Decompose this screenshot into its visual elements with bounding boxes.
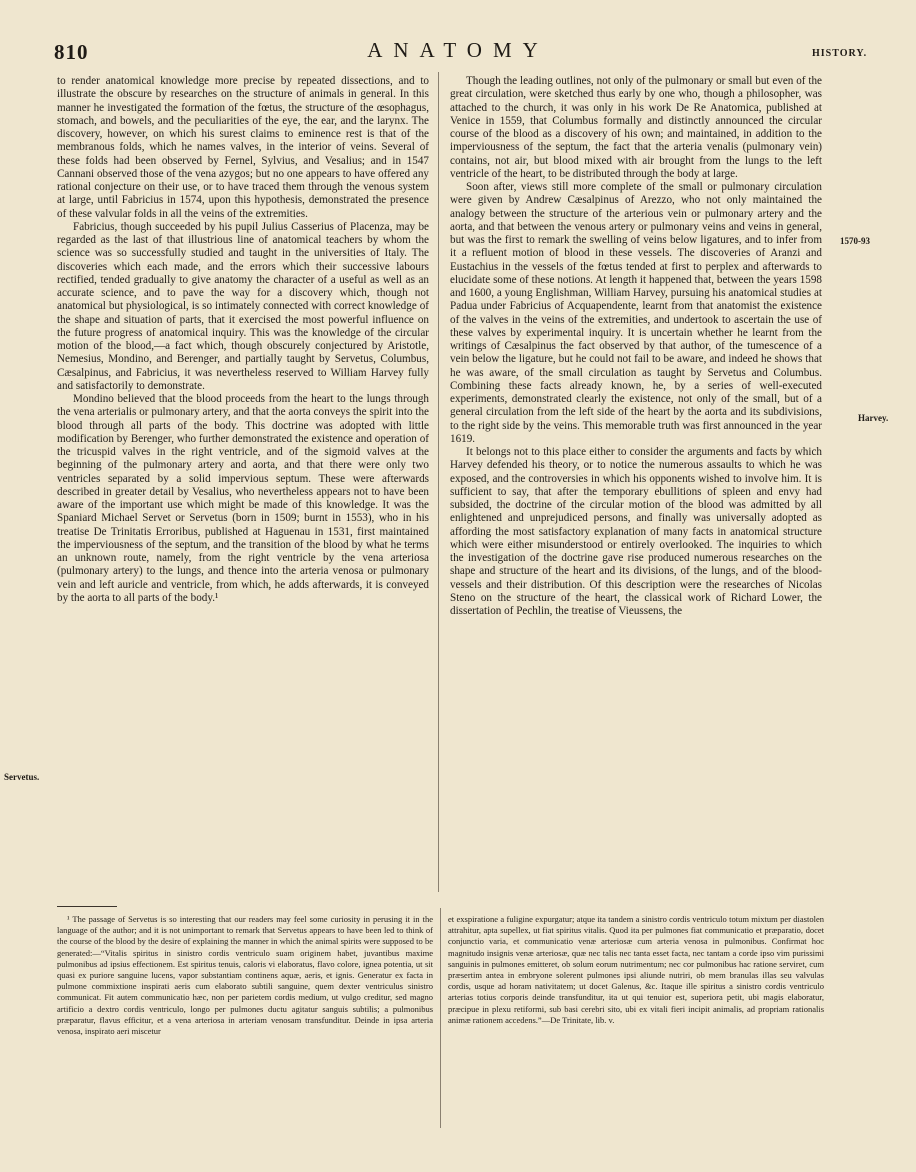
- left-column: [57, 75, 429, 605]
- margin-note-servetus: Servetus.: [4, 772, 40, 782]
- footnote-left: [57, 914, 433, 1037]
- paragraph: to render anatomical knowledge more precise by repeated dissections, and to illustrate the obscure by researches on the structure of animals in general. In this manner he investigated the formation of the fœtus, the structure of the œsophagus, stomach, and bowels, and the peculiarities of the eye, the ear, and the larynx. The discovery, however, on which his surest claims to eminence rest is that of the membranous folds, which he names valves, in the interior of veins. Several of these folds had been observed by Fernel, Sylvius, and Vesalius; and in 1547 Cannani observed those of the vena azygos; but no one appears to have offered any rational conjecture on their use, or to have traced them through the venous system at large, until Fabricius in 1574, upon this hypothesis, demonstrated the presence of these valvular folds in all the veins of the extremities.: [57, 75, 429, 220]
- page-number: 810: [54, 40, 89, 64]
- paragraph: Though the leading outlines, not only of the pulmonary or small but even of the great circulation, were sketched thus early by one who, though a philosopher, was attached to the church, it was only in his work De Re Anatomica, published at Venice in 1559, that Columbus formally and distinctly announced the circular course of the blood as a discovery of his own; and maintained, in addition to the imperviousness of the septum, the fact that the arteria venalis (pulmonary vein) contains, not air, but blood mixed with air brought from the lungs to the left ventricle of the heart, to be distributed through the body at large.: [450, 75, 822, 180]
- paragraph: Soon after, views still more complete of the small or pulmonary circulation were given by Andrew Cæsalpinus of Arezzo, who not only maintained the analogy between the structure of the arterious vein or pulmonary artery and the aorta, and that between the venous artery or pulmonary veins and veins in general, but was the first to remark the swelling of veins below ligatures, and to infer from it a refluent motion of blood in these vessels. The discoveries of Aranzi and Eustachius in the vessels of the fœtus tended at first to perplex and afterwards to elucidate some of these notions. At length it happened that, between the years 1598 and 1600, a young Englishman, William Harvey, pursuing his anatomical studies at Padua under Fabricius of Acquapendente, learnt from that anatomist the existence of the valves in the veins of the extremities, and undertook to ascertain the use of these valves by experimental inquiry. It is uncertain whether he learnt from the writings of Cæsalpinus the fact observed by that author, of the tumescence of a vein below the ligature, but he could not fail to be aware, and indeed he shows that he was aware, of the small circulation as taught by Servetus and Columbus. Combining these facts already known, he, by a series of well-executed experiments, demonstrated clearly the existence, not only of the small, but of a general circulation from the left side of the heart by the aorta and its subdivisions, to the right side by the veins. This memorable truth was first announced in the year 1619.: [450, 181, 822, 445]
- column-divider: [438, 72, 439, 892]
- footnote-text: et exspiratione a fuligine expurgatur; atque ita tandem a sinistro cordis ventriculo totum mixtum per diastolen attrahitur, apta supellex, ut fiat spiritus vitalis. Quod ita per pulmones fiat communicatio et præparatio, docet conjunctio varia, et communicatio venæ arteriosæ cum arteria venosa in pulmonibus. Confirmat hoc magnitudo insignis venæ arteriosæ, quæ nec talis nec tanta esset facta, nec tantam a corde ipso vim purissimi sanguinis in pulmones emitteret, ob solum eorum nutrimentum; nec cor pulmonibus hac ratione serviret, cum præsertim antea in embryone solerent pulmones ipsi aliunde nutriri, ob mem branulas illas seu valvulas cordis, usque ad horam nativitatem; ut docet Galenus, &c. Itaque ille spiritus a sinistro cordis ventriculo arterias totius corporis deinde transfunditur, ita ut qui tenuior est, superiora petit, ubi magis elaboratur, præcipue in plexu retiformi, sub basi cerebri sito, ubi ex vitali fieri incipit animalis, ad propriam rationalis animæ rationem accedens.”—De Trinitate, lib. v.: [448, 914, 824, 1025]
- footnote-right: [448, 914, 824, 1026]
- paragraph: Fabricius, though succeeded by his pupil Julius Casserius of Placenza, may be regarded as the last of that illustrious line of anatomical teachers by whom the science was so successfully studied and taught in the universities of Italy. The discoveries which each made, and the errors which their successive labours rectified, tended gradually to give anatomy the character of a useful as well as an accurate science, and to pave the way for a discovery which, though not anatomical but physiological, is so intimately connected with correct knowledge of the shape and situation of parts, that it exercised the most powerful influence on the future progress of anatomical inquiry. This was the knowledge of the circular motion of the blood,—a fact which, though obscurely conjectured by Aristotle, Nemesius, Mondino, and Berenger, and partially taught by Servetus, Columbus, Cæsalpinus, and Fabricius, it was nevertheless reserved to William Harvey fully and satisfactorily to demonstrate.: [57, 220, 429, 392]
- running-title: ANATOMY: [367, 38, 549, 62]
- paragraph: It belongs not to this place either to consider the arguments and facts by which Harvey defended his theory, or to notice the numerous assaults to which he was exposed, and the controversies in which his opponents wished to involve him. It is sufficient to say, that after the temporary ebullitions of spleen and envy had subsided, the doctrine of the circular motion of the blood was admitted by all enlightened and unprejudiced persons, and finally was universally adopted as affording the most satisfactory explanation of many facts in anatomical structure which were either misunderstood or entirely overlooked. The inquiries to which the investigation of the doctrine gave rise produced numerous researches on the shape and structure of the heart and its divisions, of the lungs, and of the blood-vessels and their distribution. Of this description were the researches of Nicolas Steno on the structure of the heart, the classical work of Richard Lower, the dissertation of Pechlin, the treatise of Vieussens, the: [450, 446, 822, 617]
- section-label: HISTORY.: [812, 48, 868, 59]
- footnote-rule: [57, 906, 117, 907]
- margin-note-dates: 1570-93: [840, 236, 870, 246]
- footnote-column-divider: [440, 908, 441, 1128]
- right-column: [450, 75, 822, 618]
- paragraph: Mondino believed that the blood proceeds from the heart to the lungs through the vena arterialis or pulmonary artery, and that the aorta conveys the spirit into the blood through all parts of the body. This doctrine was adopted with little modification by Berenger, who further demonstrated the existence and operation of the tricuspid valves in the right ventricle, and of the sigmoid valves at the beginning of the pulmonary artery and aorta, and that there were only two ventricles separated by a solid impervious septum. These were afterwards described in greater detail by Vesalius, who nevertheless appears not to have been aware of the important use which might be made of this knowledge. It was the Spaniard Michael Servet or Servetus (born in 1509; burnt in 1553), who in his treatise De Trinitatis Erroribus, published at Haguenau in 1531, first maintained the imperviousness of the septum, and the transition of the blood by what he terms an unknown route, namely, from the right ventricle by the vena arteriosa (pulmonary artery) to the lungs, and thence into the arteria venosa or pulmonary vein and left auricle and ventricle, from which, he adds afterwards, it is conveyed by the aorta to all parts of the body.¹: [57, 393, 429, 604]
- footnote-text: ¹ The passage of Servetus is so interesting that our readers may feel some curiosity in perusing it in the language of the author; and it is not unimportant to remark that Servetus appears to have been led to think of the course of the blood by the desire of explaining the manner in which the animal spirits were supposed to be generated:—“Vitalis spiritus in sinistro cordis ventriculo suam originem habet, juvantibus maxime pulmonibus ad ipsius effectionem. Est spiritus tenuis, caloris vi elaboratus, flavo colore, ignea potentia, ut sit quasi ex puriore sanguine lucens, vapor substantiam continens aquæ, aeris, et ignis. Generatur ex facta in pulmone commixtione inspirati aeris cum elaborato subtili sanguine, quem dexter ventriculus sinistro communicat. Fit autem communicatio hæc, non per parietem cordis medium, ut vulgo creditur, sed magno artificio a dextro cordis ventriculo, longo per pulmones ductu agitatur sanguis subtilis; a pulmonibus præparatur, flavus efficitur, et a vena arteriosa in arteriam venosam transfunditur. Deinde in ipsa arteria venosa, inspirato aeri miscetur: [57, 914, 433, 1037]
- margin-note-harvey: Harvey.: [858, 413, 889, 423]
